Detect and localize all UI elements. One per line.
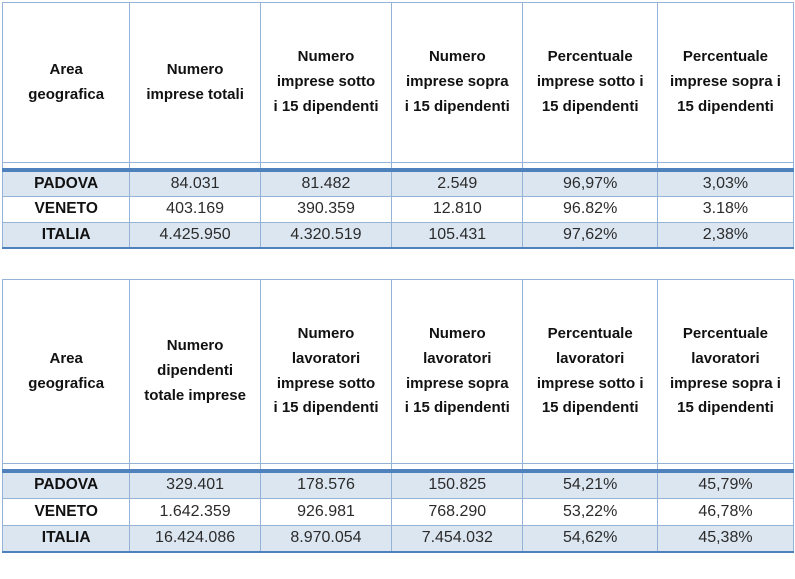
value-cell: 2.549 [392,170,523,196]
value-cell: 12.810 [392,196,523,222]
header-percentuale-lavoratori-sotto-15: Percentuale lavoratori imprese sotto i 15 dipendenti [523,280,657,464]
value-cell: 8.970.054 [260,525,391,552]
header-area-geografica: Area geografica [3,3,130,163]
table-row-padova [3,170,794,196]
value-cell: 96.82% [523,196,657,222]
table-row-padova [3,471,794,498]
table-row-veneto [3,196,794,222]
header-numero-imprese-sotto-15: Numero imprese sotto i 15 dipendenti [260,3,391,163]
value-cell: 768.290 [392,498,523,525]
value-cell: 105.431 [392,222,523,248]
header-numero-dipendenti-totale: Numero dipendenti totale imprese [130,280,261,464]
table-row-italia [3,222,794,248]
table-row-italia [3,525,794,552]
header-percentuale-imprese-sotto-15: Percentuale imprese sotto i 15 dipendenti [523,3,657,163]
header-percentuale-imprese-sopra-15: Percentuale imprese sopra i 15 dipendenti [657,3,793,163]
area-cell: PADOVA [3,471,130,498]
table-lavoratori [2,279,794,553]
header-area-geografica: Area geografica [3,280,130,464]
value-cell: 4.425.950 [130,222,261,248]
value-cell: 54,21% [523,471,657,498]
value-cell: 46,78% [657,498,793,525]
value-cell: 45,38% [657,525,793,552]
value-cell: 1.642.359 [130,498,261,525]
area-cell: ITALIA [3,525,130,552]
value-cell: 53,22% [523,498,657,525]
value-cell: 97,62% [523,222,657,248]
table-row-veneto [3,498,794,525]
area-cell: PADOVA [3,170,130,196]
value-cell: 150.825 [392,471,523,498]
value-cell: 390.359 [260,196,391,222]
value-cell: 329.401 [130,471,261,498]
value-cell: 96,97% [523,170,657,196]
value-cell: 926.981 [260,498,391,525]
area-cell: VENETO [3,196,130,222]
value-cell: 178.576 [260,471,391,498]
value-cell: 3.18% [657,196,793,222]
value-cell: 403.169 [130,196,261,222]
header-numero-imprese-totali: Numero imprese totali [130,3,261,163]
header-row [3,3,794,163]
header-numero-lavoratori-sotto-15: Numero lavoratori imprese sotto i 15 dipendenti [260,280,391,464]
header-numero-lavoratori-sopra-15: Numero lavoratori imprese sopra i 15 dipendenti [392,280,523,464]
area-cell: ITALIA [3,222,130,248]
header-separator [3,163,794,171]
value-cell: 84.031 [130,170,261,196]
value-cell: 7.454.032 [392,525,523,552]
header-separator [3,464,794,472]
header-numero-imprese-sopra-15: Numero imprese sopra i 15 dipendenti [392,3,523,163]
value-cell: 2,38% [657,222,793,248]
value-cell: 81.482 [260,170,391,196]
header-row [3,280,794,464]
value-cell: 4.320.519 [260,222,391,248]
value-cell: 3,03% [657,170,793,196]
header-percentuale-lavoratori-sopra-15: Percentuale lavoratori imprese sopra i 15 dipendenti [657,280,793,464]
value-cell: 45,79% [657,471,793,498]
area-cell: VENETO [3,498,130,525]
value-cell: 16.424.086 [130,525,261,552]
table-imprese [2,2,794,249]
value-cell: 54,62% [523,525,657,552]
